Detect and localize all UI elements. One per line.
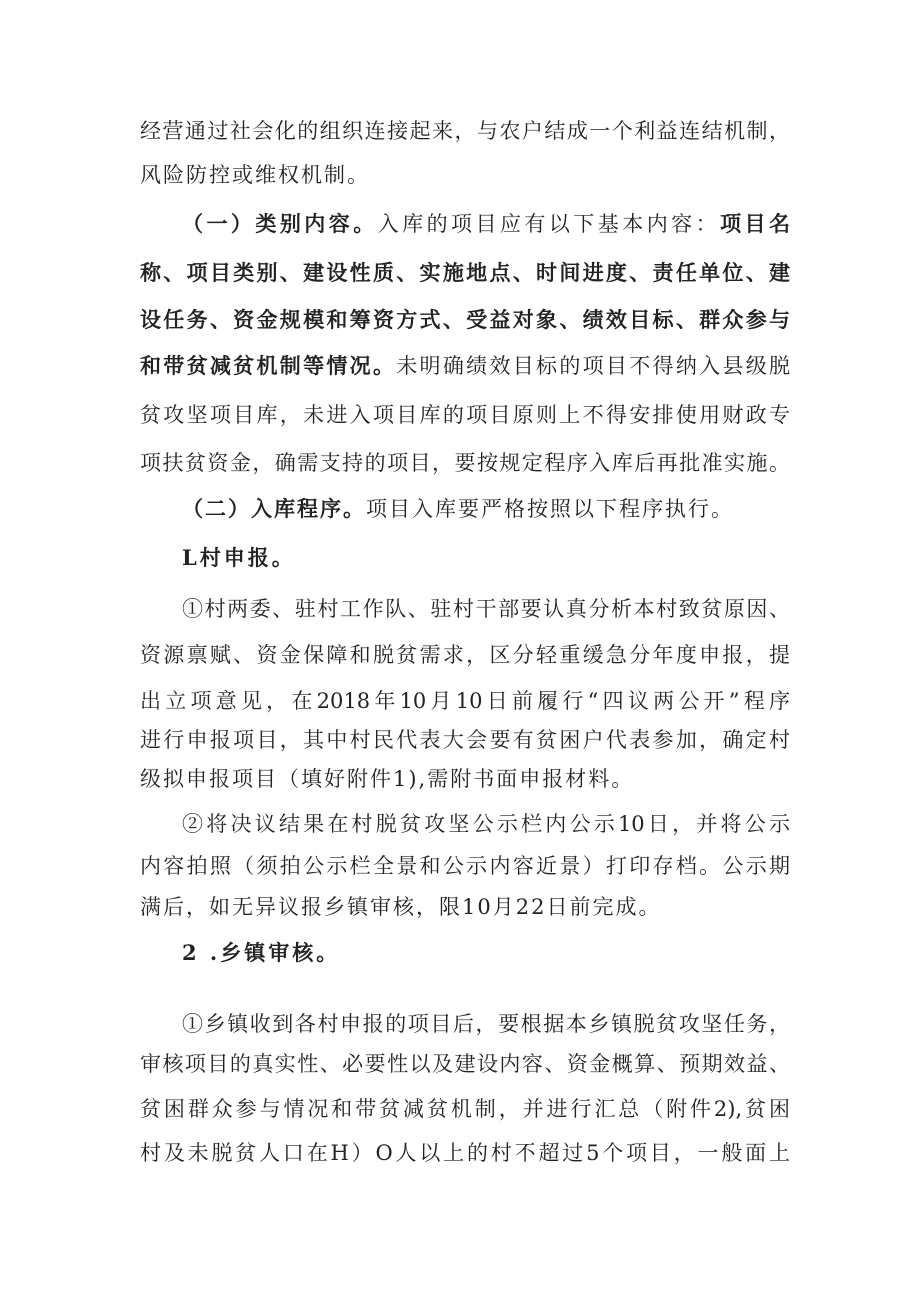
section-heading-line — [182, 494, 790, 524]
paragraph-line — [182, 1009, 790, 1039]
bold-text-segment: 和带贫减贫机制等情况。 — [140, 353, 397, 378]
text-segment: 贫攻坚项目库，未进入项目库的项目原则上不得安排使用财政专 — [140, 403, 790, 427]
text-segment: 审核项目的真实性、必要性以及建设内容、资金概算、预期效益、 — [140, 1052, 790, 1076]
section-heading-line — [182, 209, 790, 239]
paragraph-line — [140, 305, 790, 335]
text-segment: ①乡镇收到各村申报的项目后，要根据本乡镇脱贫攻坚任务， — [182, 1012, 790, 1036]
text-segment: ②将决议结果在村脱贫攻坚公示栏内公示10日，并将公示 — [182, 812, 790, 836]
subheading-line — [182, 938, 790, 968]
paragraph-line — [182, 809, 790, 839]
text-segment: 出立项意见，在2018年10月10日前履行“四议两公开”程序 — [140, 689, 790, 713]
text-segment: 满后，如无异议报乡镇审核，限10月22日前完成。 — [140, 895, 662, 919]
paragraph-line — [140, 686, 790, 716]
paragraph-line — [140, 400, 790, 430]
bold-text-segment: 称、项目类别、建设性质、实施地点、时间进度、责任单位、建 — [140, 260, 790, 285]
text-segment: 入库的项目应有以下基本内容： — [377, 212, 721, 236]
text-segment: 进行申报项目，其中村民代表大会要有贫困户代表参加，确定村 — [140, 728, 790, 752]
paragraph-line — [140, 725, 790, 755]
bold-text-segment: 项目名 — [720, 211, 791, 236]
text-segment: 资源禀赋、资金保障和脱贫需求，区分轻重缓急分年度申报，提 — [140, 643, 790, 667]
text-segment: 未明确绩效目标的项目不得纳入县级脱 — [396, 354, 791, 378]
text-segment: 风险防控或维权机制。 — [140, 163, 370, 187]
text-segment: 级拟申报项目（填好附件1),需附书面申报材料。 — [140, 767, 635, 791]
paragraph-line — [140, 351, 790, 381]
text-segment: 贫困群众参与情况和带贫减贫机制，并进行汇总（附件2),贫困 — [140, 1097, 790, 1121]
text-segment: 内容拍照（须拍公示栏全景和公示内容近景）打印存档。公示期 — [140, 854, 790, 878]
subheading: 2 .乡镇审核。 — [182, 940, 341, 965]
bold-text-segment: 设任务、资金规模和筹资方式、受益对象、绩效目标、群众参与 — [140, 307, 790, 332]
paragraph-line — [140, 764, 790, 794]
paragraph-line — [140, 1049, 790, 1079]
text-segment: 项扶贫资金，确需支持的项目，要按规定程序入库后再批准实施。 — [140, 451, 790, 475]
paragraph-line — [140, 640, 790, 670]
text-segment: 村及未脱贫人口在H）O人以上的村不超过5个项目，一般面上 — [140, 1141, 790, 1165]
paragraph-line — [140, 851, 790, 881]
subheading-line — [182, 543, 790, 573]
subheading: L村申报。 — [182, 545, 296, 570]
section-heading: （二）入库程序。 — [182, 496, 366, 521]
text-segment: 经营通过社会化的组织连接起来，与农户结成一个利益连结机制， — [140, 119, 790, 143]
text-segment: 项目入库要严格按照以下程序执行。 — [366, 497, 734, 521]
text-segment: ①村两委、驻村工作队、驻村干部要认真分析本村致贫原因、 — [182, 597, 790, 621]
paragraph-line — [140, 448, 790, 478]
paragraph-line — [182, 594, 790, 624]
paragraph-line — [140, 892, 790, 922]
section-heading: （一）类别内容。 — [182, 211, 378, 236]
paragraph-line — [140, 258, 790, 288]
paragraph-line — [140, 1094, 790, 1124]
paragraph-line — [140, 116, 790, 146]
paragraph-line — [140, 160, 790, 190]
paragraph-line — [140, 1138, 790, 1168]
